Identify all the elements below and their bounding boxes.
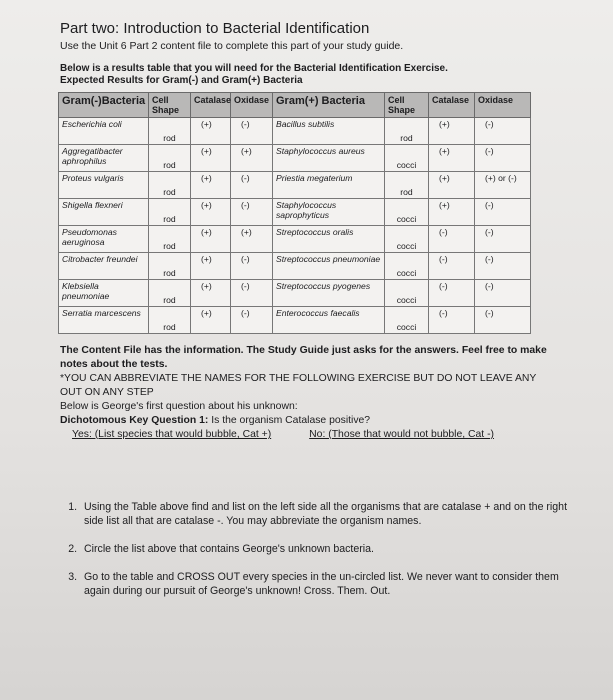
content-file-note: The Content File has the information. The Study Guide just asks for the answers. Feel free to make notes about the tests. [60,345,547,370]
page-title: Part two: Introduction to Bacterial Identification [60,20,370,37]
catalase-result: (+) [191,199,231,226]
organism-name: Enterococcus faecalis [273,307,385,334]
george-intro: Below is George's first question about his unknown: [60,401,298,412]
catalase-result: (+) [429,199,475,226]
column-header: Gram(-)Bacteria [59,93,149,118]
organism-name: Streptococcus oralis [273,226,385,253]
cell-shape: cocci [385,199,429,226]
catalase-result: (+) [429,118,475,145]
catalase-result: (+) [191,253,231,280]
cell-shape: rod [149,307,191,334]
cell-shape: rod [385,118,429,145]
catalase-result: (-) [429,307,475,334]
yes-heading: Yes: (List species that would bubble, Cat +) [72,429,272,440]
step-item: 1. Using the Table above find and list on the left side all the organisms that are catalase + and on the right side list all that are catalase -. You may abbreviate the organism names. [80,500,580,528]
catalase-result: (+) [191,145,231,172]
table-row [59,145,531,172]
catalase-result: (+) [429,145,475,172]
cell-shape: rod [385,172,429,199]
catalase-result: (-) [429,226,475,253]
table-row [59,118,531,145]
column-header: Oxidase [475,93,531,118]
results-table [58,92,531,334]
oxidase-result: (-) [475,199,531,226]
cell-shape: rod [149,172,191,199]
oxidase-result: (-) [475,253,531,280]
organism-name: Priestia megaterium [273,172,385,199]
cell-shape: cocci [385,253,429,280]
cell-shape: rod [149,253,191,280]
question-label: Dichotomous Key Question 1: [60,415,209,426]
catalase-result: (+) [191,172,231,199]
oxidase-result: (-) [475,226,531,253]
organism-name: Staphylococcus saprophyticus [273,199,385,226]
column-header: Oxidase [231,93,273,118]
cell-shape: rod [149,280,191,307]
organism-name: Klebsiella pneumoniae [59,280,149,307]
catalase-result: (+) [191,307,231,334]
organism-name: Aggregatibacter aphrophilus [59,145,149,172]
column-header: Cell Shape [149,93,191,118]
column-header: Catalase [429,93,475,118]
table-row [59,253,531,280]
cell-shape: rod [149,118,191,145]
column-header: Cell Shape [385,93,429,118]
catalase-result: (+) [191,118,231,145]
cell-shape: cocci [385,226,429,253]
organism-name: Streptococcus pneumoniae [273,253,385,280]
oxidase-result: (-) [231,253,273,280]
organism-name: Shigella flexneri [59,199,149,226]
oxidase-result: (-) [475,280,531,307]
oxidase-result: (-) [475,118,531,145]
table-caption: Expected Results for Gram(-) and Gram(+) Bacteria [60,75,303,86]
answer-headings [60,428,550,442]
notes [60,344,550,442]
step-item: 2. Circle the list above that contains George's unknown bacteria. [80,542,580,556]
cell-shape: rod [149,226,191,253]
catalase-result: (-) [429,253,475,280]
column-header: Catalase [191,93,231,118]
no-heading: No: (Those that would not bubble, Cat -) [309,429,494,440]
abbreviate-note: *YOU CAN ABBREVIATE THE NAMES FOR THE FOLLOWING EXERCISE BUT DO NOT LEAVE ANY OUT ON ANY STEP [60,373,537,398]
organism-name: Escherichia coli [59,118,149,145]
oxidase-result: (-) [231,307,273,334]
table-row [59,172,531,199]
column-header: Gram(+) Bacteria [273,93,385,118]
cell-shape: rod [149,145,191,172]
table-row [59,226,531,253]
catalase-result: (-) [429,280,475,307]
step-item: 3. Go to the table and CROSS OUT every species in the un-circled list. We never want to consider them again during our pursuit of George's unknown! Cross. Them. Out. [80,570,580,598]
cell-shape: rod [149,199,191,226]
question-text: Is the organism Catalase positive? [208,415,371,426]
cell-shape: cocci [385,145,429,172]
organism-name: Staphylococcus aureus [273,145,385,172]
oxidase-result: (-) [475,307,531,334]
organism-name: Pseudomonas aeruginosa [59,226,149,253]
catalase-result: (+) [191,226,231,253]
oxidase-result: (-) [231,172,273,199]
table-row [59,280,531,307]
table-intro [60,63,563,87]
oxidase-result: (-) [231,199,273,226]
table-header-row [59,93,531,118]
table-row [59,307,531,334]
organism-name: Bacillus subtilis [273,118,385,145]
organism-name: Proteus vulgaris [59,172,149,199]
catalase-result: (+) [191,280,231,307]
question-1 [60,414,550,428]
subtitle: Use the Unit 6 Part 2 content file to complete this part of your study guide. [60,40,404,52]
oxidase-result: (+) [231,226,273,253]
intro-line: Below is a results table that you will need for the Bacterial Identification Exercise. [60,63,448,74]
organism-name: Citrobacter freundei [59,253,149,280]
cell-shape: cocci [385,307,429,334]
oxidase-result: (-) [475,145,531,172]
oxidase-result: (-) [231,280,273,307]
catalase-result: (+) [429,172,475,199]
oxidase-result: (-) [231,118,273,145]
organism-name: Serratia marcescens [59,307,149,334]
oxidase-result: (+) or (-) [475,172,531,199]
steps-list [60,500,580,598]
organism-name: Streptococcus pyogenes [273,280,385,307]
cell-shape: cocci [385,280,429,307]
oxidase-result: (+) [231,145,273,172]
table-row [59,199,531,226]
